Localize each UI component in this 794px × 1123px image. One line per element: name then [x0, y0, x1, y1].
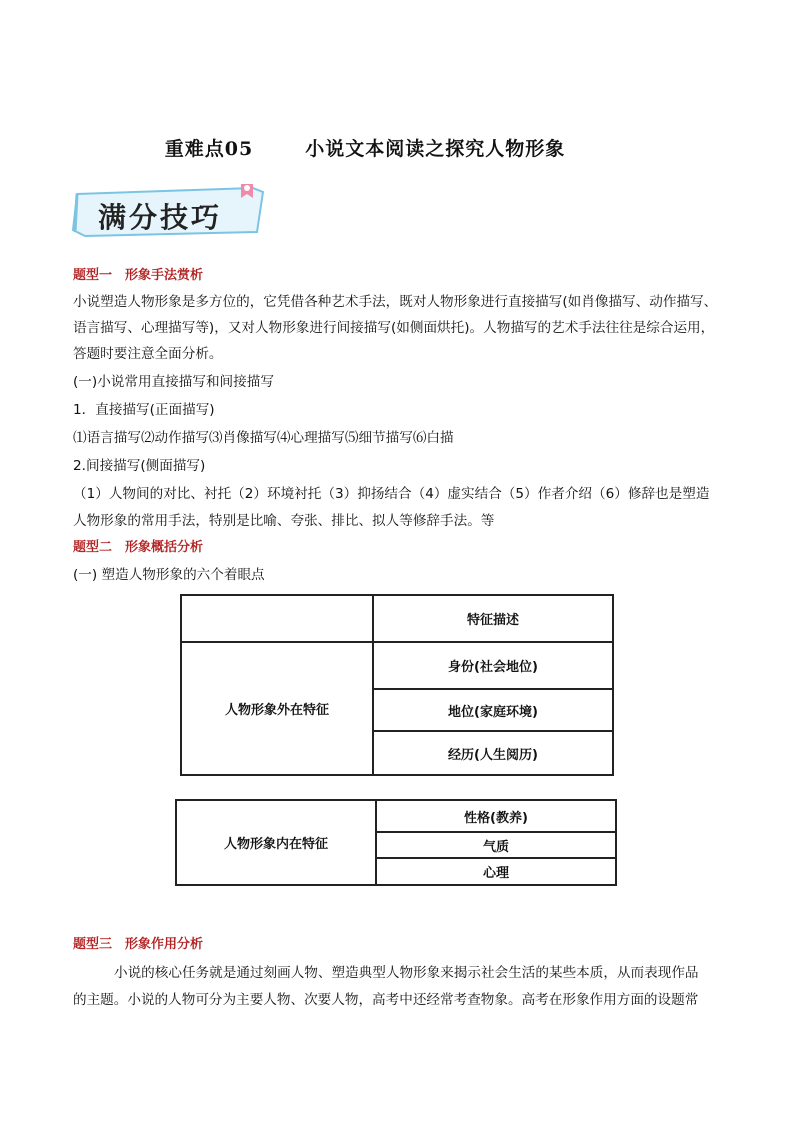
paragraph: (一) 塑造人物形象的六个着眼点: [73, 567, 265, 583]
section1-heading: 题型一 形象手法赏析: [73, 268, 204, 283]
title-part2: 小说文本阅读之探究人物形象: [305, 138, 566, 160]
table-cell: 身份(社会地位): [373, 642, 613, 689]
paragraph: 小说的核心任务就是通过刻画人物、塑造典型人物形象来揭示社会生活的某些本质，从而表现作品: [114, 965, 699, 981]
paragraph: 人物形象的常用手法，特别是比喻、夸张、排比、拟人等修辞手法。等: [73, 513, 495, 529]
paragraph: 小说塑造人物形象是多方位的，它凭借各种艺术手法，既对人物形象进行直接描写(如肖像描写、动作描写、: [73, 294, 718, 310]
section3-heading: 题型三 形象作用分析: [73, 937, 204, 952]
paragraph: 2.间接描写(侧面描写): [73, 458, 206, 474]
section2-heading: 题型二 形象概括分析: [73, 540, 204, 555]
table-cell: 地位(家庭环境): [373, 689, 613, 731]
title-part1: 重难点05: [164, 138, 254, 160]
paragraph: 语言描写、心理描写等)，又对人物形象进行间接描写(如侧面烘托)。人物描写的艺术手法往往是综合运用，: [73, 320, 715, 336]
table-cell: 气质: [376, 832, 616, 858]
row-label: 人物形象内在特征: [176, 800, 376, 885]
paragraph: ⑴语言描写⑵动作描写⑶肖像描写⑷心理描写⑸细节描写⑹白描: [73, 430, 454, 446]
page-title: [0, 134, 730, 161]
paragraph: (一)小说常用直接描写和间接描写: [73, 374, 274, 390]
badge-text: 满分技巧: [98, 201, 223, 234]
table-cell: 性格(教养): [376, 800, 616, 832]
table-header-empty: [181, 595, 373, 642]
paragraph: 的主题。小说的人物可分为主要人物、次要人物，高考中还经常考查物象。高考在形象作用方面的设题常: [73, 992, 699, 1008]
table-cell: 心理: [376, 858, 616, 885]
row-label: 人物形象外在特征: [181, 642, 373, 775]
paragraph: 1．直接描写(正面描写): [73, 402, 215, 418]
paragraph: 答题时要注意全面分析。: [73, 346, 223, 362]
internal-features-table: [175, 799, 617, 886]
external-features-table: [180, 594, 614, 776]
table-header: 特征描述: [373, 595, 613, 642]
paragraph: （1）人物间的对比、衬托（2）环境衬托（3）抑扬结合（4）虚实结合（5）作者介绍（6）修辞也是塑造: [73, 486, 710, 502]
table-cell: 经历(人生阅历): [373, 731, 613, 775]
